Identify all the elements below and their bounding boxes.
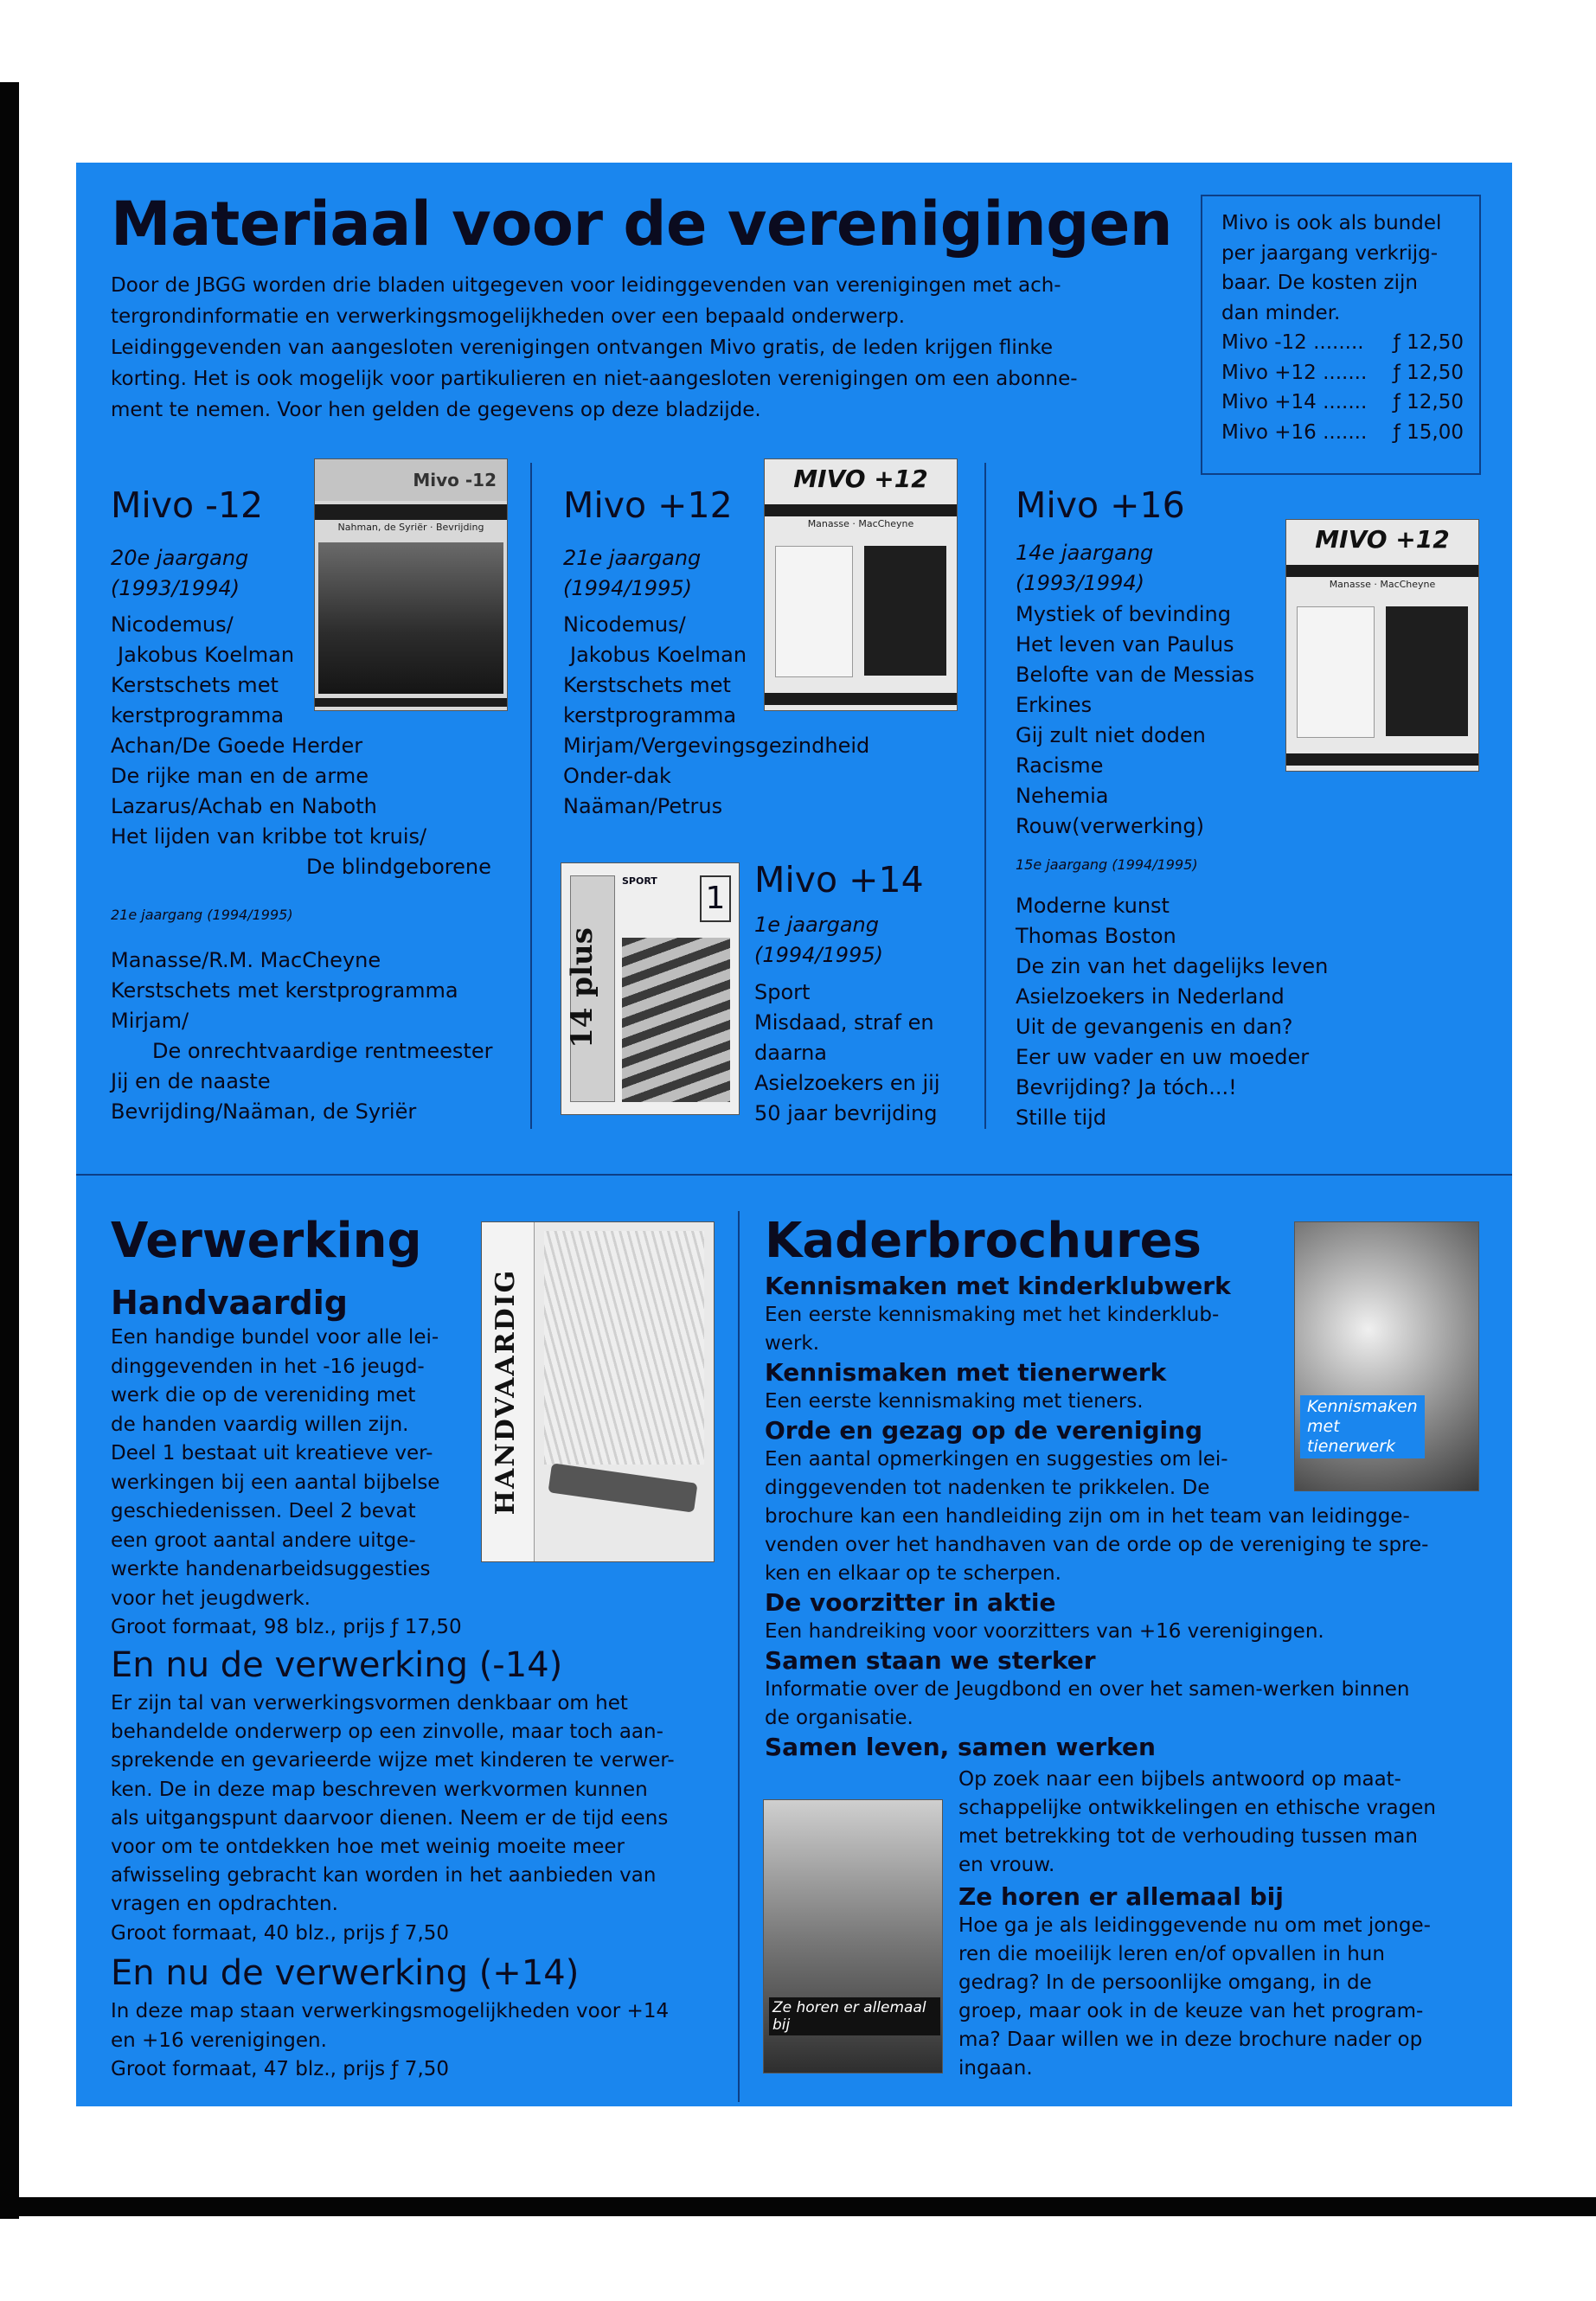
cover-subtitle: Nahman, de Syriër · Bevrijding xyxy=(337,522,484,533)
list-item: Misdaad, straf en xyxy=(754,1010,934,1035)
list-item: daarna xyxy=(754,1041,828,1065)
text-line: ken. De in deze map beschreven werkvormen kunnen xyxy=(111,1778,648,1801)
text-line: Een eerste kennismaking met tieners. xyxy=(765,1390,1144,1413)
verwerking-title: Verwerking xyxy=(111,1213,422,1269)
list-item: 50 jaar bevrijding xyxy=(754,1101,938,1125)
price-box-line: Mivo is ook als bundel xyxy=(1221,212,1442,234)
column-divider xyxy=(530,463,532,1129)
mivo-plus16-title: Mivo +16 xyxy=(1016,484,1185,526)
text-line: Hoe ga je als leidinggevende nu om met jonge- xyxy=(958,1914,1431,1937)
text-line: Een eerste kennismaking met het kinderklub- xyxy=(765,1304,1220,1326)
horen-cover-image xyxy=(763,1799,943,2073)
list-item: Mystiek of bevinding xyxy=(1016,602,1231,626)
intro-line: tergrondinformatie en verwerkingsmogelijkheden over een bepaald onderwerp. xyxy=(111,305,906,328)
price-line: Groot formaat, 47 blz., prijs ƒ 7,50 xyxy=(111,2058,450,2080)
cover-title: HANDVAARDIG xyxy=(490,1268,521,1516)
text-line: als uitgangspunt daarvoor dienen. Neem er de tijd eens xyxy=(111,1806,669,1830)
list-item: Naäman/Petrus xyxy=(563,794,723,818)
jaargang-label: 21e jaargang xyxy=(563,546,702,570)
list-item: Jakobus Koelman xyxy=(118,643,295,667)
price-value: ƒ 12,50 xyxy=(1393,391,1464,413)
section-divider xyxy=(76,1174,1512,1176)
cover-caption: Ze horen er allemaal bij xyxy=(769,1997,940,2035)
mivo-plus16-cover-image xyxy=(1285,519,1479,772)
list-item: Kerstschets met xyxy=(563,673,731,697)
handvaardig-cover-image xyxy=(481,1221,715,1562)
text-line: groep, maar ook in de keuze van het program- xyxy=(958,2000,1424,2022)
jaargang-years: (1993/1994) xyxy=(111,576,240,600)
intro-line: ment te nemen. Voor hen gelden de gegevens op deze bladzijde. xyxy=(111,399,761,421)
text-line: venden over het handhaven van de orde op de vereniging te spre- xyxy=(765,1534,1429,1556)
handvaardig-title: Handvaardig xyxy=(111,1284,348,1322)
text-line: Op zoek naar een bijbels antwoord op maat- xyxy=(958,1768,1401,1791)
jaargang-label: 14e jaargang xyxy=(1016,541,1154,565)
intro-line: Leidinggevenden van aangesloten verenigingen ontvangen Mivo gratis, de leden krijgen flinke xyxy=(111,336,1054,359)
price-label: Mivo +12 ....... xyxy=(1221,361,1368,384)
handvaardig-text xyxy=(111,1324,462,1643)
text-line: werk. xyxy=(765,1332,820,1355)
text-line: met betrekking tot de verhouding tussen man xyxy=(958,1825,1418,1848)
text-line: dinggevenden tot nadenken te prikkelen. De xyxy=(765,1477,1210,1499)
list-item: De onrechtvaardige rentmeester xyxy=(152,1039,493,1063)
price-value: ƒ 15,00 xyxy=(1393,420,1464,444)
page-title: Materiaal voor de verenigingen xyxy=(111,189,1173,260)
list-item: kerstprogramma xyxy=(563,703,737,727)
list-item: Eer uw vader en uw moeder xyxy=(1016,1045,1310,1069)
text-line: Een handige bundel voor alle lei- xyxy=(111,1326,439,1349)
mivo-plus16-list-1 xyxy=(1016,599,1254,842)
list-item: Bevrijding/Naäman, de Syriër xyxy=(111,1099,417,1124)
list-item: Kerstschets met xyxy=(111,673,279,697)
list-item: Het leven van Paulus xyxy=(1016,632,1234,657)
text-line: ren die moeilijk leren en/of opvallen in hun xyxy=(958,1943,1385,1965)
text-line: voor om te ontdekken hoe met weinig moeite meer xyxy=(111,1836,625,1859)
text-line: en vrouw. xyxy=(958,1854,1055,1876)
text-line: vragen en opdrachten. xyxy=(111,1893,338,1916)
price-value: ƒ 12,50 xyxy=(1393,331,1464,354)
list-item: Nicodemus/ xyxy=(563,612,686,637)
mivo-plus14-title: Mivo +14 xyxy=(754,859,924,901)
text-line: de handen vaardig willen zijn. xyxy=(111,1413,409,1436)
list-item: Asielzoekers en jij xyxy=(754,1071,940,1095)
list-item: Onder-dak xyxy=(563,764,671,788)
price-row xyxy=(1221,328,1464,358)
text-line: ken en elkaar op te scherpen. xyxy=(765,1562,1061,1585)
price-row xyxy=(1221,388,1464,418)
samen-leven-text xyxy=(958,1766,1436,1880)
text-line: Een aantal opmerkingen en suggesties om lei- xyxy=(765,1448,1228,1471)
text-line: voor het jeugdwerk. xyxy=(111,1586,311,1610)
jaargang-years: (1993/1994) xyxy=(1016,571,1144,595)
jaargang-years: (1994/1995) xyxy=(754,943,883,967)
list-item: Kerstschets met kerstprogramma xyxy=(111,978,458,1003)
mivo-plus12-list xyxy=(563,610,869,822)
list-item: De blindgeborene xyxy=(306,855,491,879)
kader-title: Kaderbrochures xyxy=(765,1213,1202,1269)
mivo-min12-list-2 xyxy=(111,945,492,1127)
text-line: Er zijn tal van verwerkingsvormen denkbaar om het xyxy=(111,1692,628,1715)
text-line: dinggevenden in het -16 jeugd- xyxy=(111,1355,425,1378)
price-box-line: per jaargang verkrijg- xyxy=(1221,241,1439,265)
text-line: de organisatie. xyxy=(765,1707,913,1729)
text-line: gedrag? In de persoonlijke omgang, in de xyxy=(958,1971,1372,1994)
list-item: De rijke man en de arme xyxy=(111,764,369,788)
verwerking-plus14-text xyxy=(111,1997,669,2085)
horen-title: Ze horen er allemaal bij xyxy=(958,1882,1284,1911)
list-item: Mirjam/ xyxy=(111,1009,189,1033)
list-item: Jij en de naaste xyxy=(111,1069,271,1093)
cover-issue-number: 1 xyxy=(700,875,731,922)
text-line: een groot aantal andere uitge- xyxy=(111,1529,416,1552)
list-item: Jakobus Koelman xyxy=(570,643,747,667)
list-item: Asielzoekers in Nederland xyxy=(1016,984,1285,1009)
cover-title: MIVO +12 xyxy=(793,465,928,493)
mivo-plus14-list xyxy=(754,977,940,1129)
list-item: Nicodemus/ xyxy=(111,612,234,637)
verwerking-min14-text xyxy=(111,1689,675,1948)
text-line: geschiedenissen. Deel 2 bevat xyxy=(111,1500,416,1522)
cover-section: SPORT xyxy=(622,875,657,887)
text-line: ma? Daar willen we in deze brochure nader op xyxy=(958,2029,1423,2051)
text-line: werkte handenarbeidsuggesties xyxy=(111,1558,431,1580)
price-value: ƒ 12,50 xyxy=(1393,361,1464,384)
column-divider xyxy=(738,1211,740,2102)
text-line: brochure kan een handleiding zijn om in het team van leidingge- xyxy=(765,1505,1410,1528)
kader-section-title: Samen staan we sterker xyxy=(765,1646,1096,1675)
price-label: Mivo +14 ....... xyxy=(1221,391,1368,413)
kader-section-title: Kennismaken met tienerwerk xyxy=(765,1358,1167,1387)
jaargang-years: (1994/1995) xyxy=(563,576,692,600)
list-item: Achan/De Goede Herder xyxy=(111,734,363,758)
price-row xyxy=(1221,358,1464,388)
cover-caption-line: tienerwerk xyxy=(1307,1437,1396,1456)
price-box-line: dan minder. xyxy=(1221,301,1341,324)
list-item: Uit de gevangenis en dan? xyxy=(1016,1015,1293,1039)
list-item: Gij zult niet doden xyxy=(1016,723,1206,747)
mivo-plus14-cover-image xyxy=(561,862,740,1115)
price-label: Mivo +16 ....... xyxy=(1221,420,1368,444)
cover-caption-line: met xyxy=(1307,1417,1340,1436)
verwerking-min14-title: En nu de verwerking (-14) xyxy=(111,1645,563,1685)
kader-section-title: Orde en gezag op de vereniging xyxy=(765,1416,1203,1445)
kader-section-title: De voorzitter in aktie xyxy=(765,1588,1056,1617)
text-line: ingaan. xyxy=(958,2057,1033,2080)
cover-subtitle: Manasse · MacCheyne xyxy=(807,518,914,529)
mivo-plus16-list-2 xyxy=(1016,891,1328,1133)
horen-text xyxy=(958,1912,1431,2083)
list-item: Moderne kunst xyxy=(1016,894,1170,918)
cover-caption-line: Kennismaken xyxy=(1307,1397,1418,1416)
price-box xyxy=(1201,195,1481,475)
verwerking-plus14-title: En nu de verwerking (+14) xyxy=(111,1953,580,1993)
cover-title: 14 plus xyxy=(565,927,599,1048)
kader-section-title: Samen leven, samen werken xyxy=(765,1733,1156,1761)
text-line: Informatie over de Jeugdbond en over het samen-werken binnen xyxy=(765,1678,1410,1701)
mivo-plus12-jaargang xyxy=(563,543,701,604)
jaargang-label: 20e jaargang xyxy=(111,546,249,570)
intro-line: Door de JBGG worden drie bladen uitgegeven voor leidinggevenden van verenigingen met ach- xyxy=(111,274,1061,297)
list-item: Het lijden van kribbe tot kruis/ xyxy=(111,824,427,849)
price-line: Groot formaat, 98 blz., prijs ƒ 17,50 xyxy=(111,1616,462,1638)
list-item: De zin van het dagelijks leven xyxy=(1016,954,1329,978)
intro-text xyxy=(111,270,1166,426)
mivo-plus12-title: Mivo +12 xyxy=(563,484,733,526)
mivo-plus16-jaargang-2: 15e jaargang (1994/1995) xyxy=(1016,856,1198,873)
cover-title: MIVO +12 xyxy=(1315,525,1450,554)
price-box-line: baar. De kosten zijn xyxy=(1221,272,1418,294)
mivo-min12-title: Mivo -12 xyxy=(111,484,264,526)
price-line: Groot formaat, 40 blz., prijs ƒ 7,50 xyxy=(111,1921,450,1945)
list-item: kerstprogramma xyxy=(111,703,285,727)
list-item: Erkines xyxy=(1016,693,1093,717)
scan-edge-bottom xyxy=(0,2197,1596,2216)
mivo-min12-jaargang-2: 21e jaargang (1994/1995) xyxy=(111,907,293,923)
list-item: Thomas Boston xyxy=(1016,924,1176,948)
kader-section-title: Kennismaken met kinderklubwerk xyxy=(765,1272,1231,1300)
text-line: afwisseling gebracht kan worden in het aanbieden van xyxy=(111,1864,657,1888)
text-line: werk die op de vereniding met xyxy=(111,1384,416,1407)
text-line: sprekende en gevarieerde wijze met kinderen te verwer- xyxy=(111,1749,675,1772)
mivo-min12-list-1 xyxy=(111,610,491,882)
text-line: en +16 verenigingen. xyxy=(111,2029,327,2052)
kader-sections xyxy=(765,1272,1428,1762)
list-item: Sport xyxy=(754,980,811,1004)
text-line: schappelijke ontwikkelingen en ethische vragen xyxy=(958,1797,1436,1819)
mivo-min12-jaargang-1 xyxy=(111,543,248,604)
column-divider xyxy=(984,463,986,1129)
list-item: Manasse/R.M. MacCheyne xyxy=(111,948,381,972)
jaargang-label: 1e jaargang xyxy=(754,913,879,937)
list-item: Lazarus/Achab en Naboth xyxy=(111,794,377,818)
text-line: In deze map staan verwerkingsmogelijkheden voor +14 xyxy=(111,2000,670,2022)
text-line: werkingen bij een aantal bijbelse xyxy=(111,1471,440,1494)
list-item: Nehemia xyxy=(1016,784,1109,808)
list-item: Stille tijd xyxy=(1016,1106,1107,1130)
intro-line: korting. Het is ook mogelijk voor partikulieren en niet-aangesloten verenigingen om een abonne- xyxy=(111,368,1078,390)
list-item: Racisme xyxy=(1016,753,1104,778)
cover-title: Mivo -12 xyxy=(315,459,507,501)
text-line: Deel 1 bestaat uit kreatieve ver- xyxy=(111,1442,433,1465)
list-item: Mirjam/Vergevingsgezindheid xyxy=(563,734,870,758)
mivo-plus16-jaargang-1 xyxy=(1016,538,1153,599)
price-row xyxy=(1221,418,1464,448)
list-item: Belofte van de Messias xyxy=(1016,663,1255,687)
list-item: Bevrijding? Ja tóch...! xyxy=(1016,1075,1237,1099)
list-item: Rouw(verwerking) xyxy=(1016,814,1204,838)
text-line: behandelde onderwerp op een zinvolle, maar toch aan- xyxy=(111,1721,663,1744)
scan-edge-left xyxy=(0,82,19,2219)
mivo-plus14-jaargang xyxy=(754,910,883,971)
cover-subtitle: Manasse · MacCheyne xyxy=(1329,579,1436,590)
text-line: Een handreiking voor voorzitters van +16 verenigingen. xyxy=(765,1620,1324,1643)
price-label: Mivo -12 ........ xyxy=(1221,331,1364,354)
